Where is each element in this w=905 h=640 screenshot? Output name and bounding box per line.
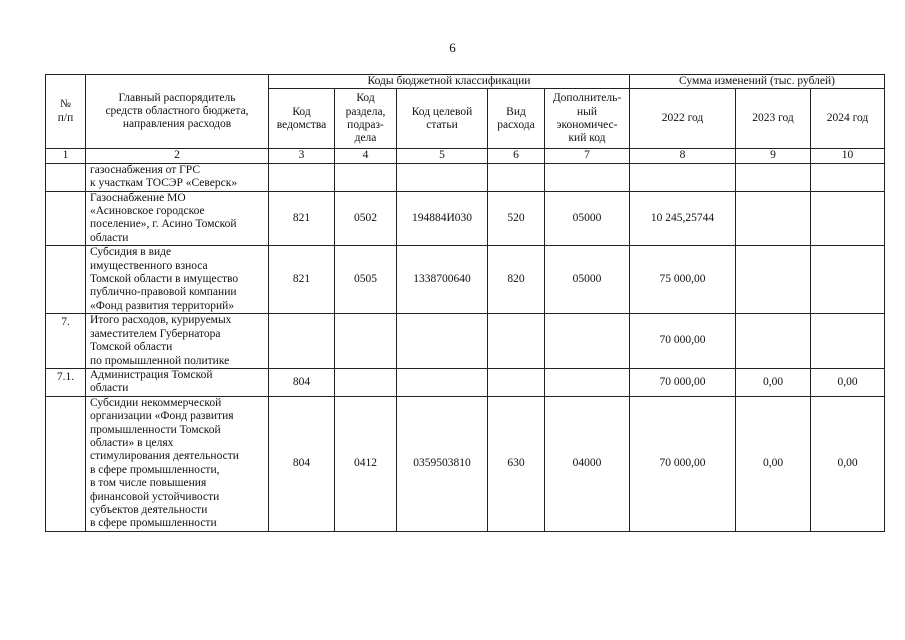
budget-table — [45, 74, 885, 532]
header-name: Главный распорядитель средств областного бюджета, направления расходов — [86, 75, 269, 149]
row-num — [46, 246, 86, 314]
row-code-dop — [545, 368, 630, 396]
row-code-dop — [545, 314, 630, 369]
table-row — [46, 396, 885, 531]
column-index: 8 — [630, 149, 736, 163]
row-code-target — [397, 163, 488, 191]
row-sum-2024 — [811, 246, 885, 314]
row-sum-2024 — [811, 163, 885, 191]
page-number: 6 — [449, 40, 456, 55]
row-code-razdel — [335, 368, 397, 396]
row-sum-2022: 70 000,00 — [630, 396, 736, 531]
row-code-target — [397, 368, 488, 396]
row-code-razdel — [335, 314, 397, 369]
row-num: 7.1. — [46, 368, 86, 396]
row-sum-2022: 70 000,00 — [630, 314, 736, 369]
row-code-target: 194884И030 — [397, 191, 488, 246]
header-code-vid: Вид расхода — [488, 89, 545, 149]
row-code-vid — [488, 368, 545, 396]
table-row — [46, 368, 885, 396]
row-sum-2023 — [736, 191, 811, 246]
row-num — [46, 396, 86, 531]
column-index: 10 — [811, 149, 885, 163]
row-name: газоснабжения от ГРС к участкам ТОСЭР «Северск» — [86, 163, 269, 191]
row-code-ved: 821 — [269, 246, 335, 314]
row-num — [46, 191, 86, 246]
header-code-target: Код целевой статьи — [397, 89, 488, 149]
table-header — [46, 75, 885, 164]
row-code-vid: 820 — [488, 246, 545, 314]
table-row — [46, 314, 885, 369]
column-index: 1 — [46, 149, 86, 163]
row-code-razdel: 0412 — [335, 396, 397, 531]
row-sum-2023 — [736, 163, 811, 191]
row-code-target — [397, 314, 488, 369]
row-code-ved: 804 — [269, 368, 335, 396]
row-name: Субсидия в виде имущественного взноса Томской области в имущество публично-правовой компании «Фонд развития территорий» — [86, 246, 269, 314]
header-year-2022: 2022 год — [630, 89, 736, 149]
row-code-vid: 520 — [488, 191, 545, 246]
row-num — [46, 163, 86, 191]
row-code-dop — [545, 163, 630, 191]
row-num: 7. — [46, 314, 86, 369]
row-code-dop: 05000 — [545, 191, 630, 246]
column-index: 2 — [86, 149, 269, 163]
row-sum-2022 — [630, 163, 736, 191]
row-code-vid — [488, 314, 545, 369]
row-sum-2022: 75 000,00 — [630, 246, 736, 314]
row-name: Итого расходов, курируемых заместителем Губернатора Томской области по промышленной политике — [86, 314, 269, 369]
header-codes-group: Коды бюджетной классификации — [269, 75, 630, 89]
row-code-ved: 804 — [269, 396, 335, 531]
row-code-ved — [269, 314, 335, 369]
row-code-ved — [269, 163, 335, 191]
table-body — [46, 163, 885, 531]
header-code-razdel: Код раздела, подраз- дела — [335, 89, 397, 149]
row-sum-2023: 0,00 — [736, 368, 811, 396]
header-sum-group: Сумма изменений (тыс. рублей) — [630, 75, 885, 89]
table-row — [46, 191, 885, 246]
column-index: 5 — [397, 149, 488, 163]
column-index: 4 — [335, 149, 397, 163]
row-code-ved: 821 — [269, 191, 335, 246]
table-row — [46, 163, 885, 191]
row-sum-2024: 0,00 — [811, 396, 885, 531]
row-name: Администрация Томской области — [86, 368, 269, 396]
row-sum-2022: 10 245,25744 — [630, 191, 736, 246]
row-sum-2024 — [811, 314, 885, 369]
header-code-dop: Дополнитель- ный экономичес- кий код — [545, 89, 630, 149]
row-sum-2023 — [736, 246, 811, 314]
row-code-target: 1338700640 — [397, 246, 488, 314]
row-code-vid — [488, 163, 545, 191]
row-name: Газоснабжение МО «Асиновское городское поселение», г. Асино Томской области — [86, 191, 269, 246]
header-code-ved: Код ведомства — [269, 89, 335, 149]
row-code-target: 0359503810 — [397, 396, 488, 531]
column-index: 3 — [269, 149, 335, 163]
row-sum-2024 — [811, 191, 885, 246]
table-row — [46, 246, 885, 314]
header-num: № п/п — [46, 75, 86, 149]
row-code-razdel — [335, 163, 397, 191]
header-year-2024: 2024 год — [811, 89, 885, 149]
row-code-dop: 04000 — [545, 396, 630, 531]
row-sum-2024: 0,00 — [811, 368, 885, 396]
row-code-razdel: 0502 — [335, 191, 397, 246]
row-sum-2023 — [736, 314, 811, 369]
column-index: 7 — [545, 149, 630, 163]
column-index: 9 — [736, 149, 811, 163]
row-sum-2023: 0,00 — [736, 396, 811, 531]
row-name: Субсидии некоммерческой организации «Фонд развития промышленности Томской области» в целях стимулирования деятельности в сфере промышленности, в том числе повышения финансовой устойчивости субъектов деятельности в сфере промышленности — [86, 396, 269, 531]
row-code-vid: 630 — [488, 396, 545, 531]
column-index: 6 — [488, 149, 545, 163]
column-index-row — [46, 149, 885, 163]
row-code-dop: 05000 — [545, 246, 630, 314]
row-sum-2022: 70 000,00 — [630, 368, 736, 396]
row-code-razdel: 0505 — [335, 246, 397, 314]
header-year-2023: 2023 год — [736, 89, 811, 149]
